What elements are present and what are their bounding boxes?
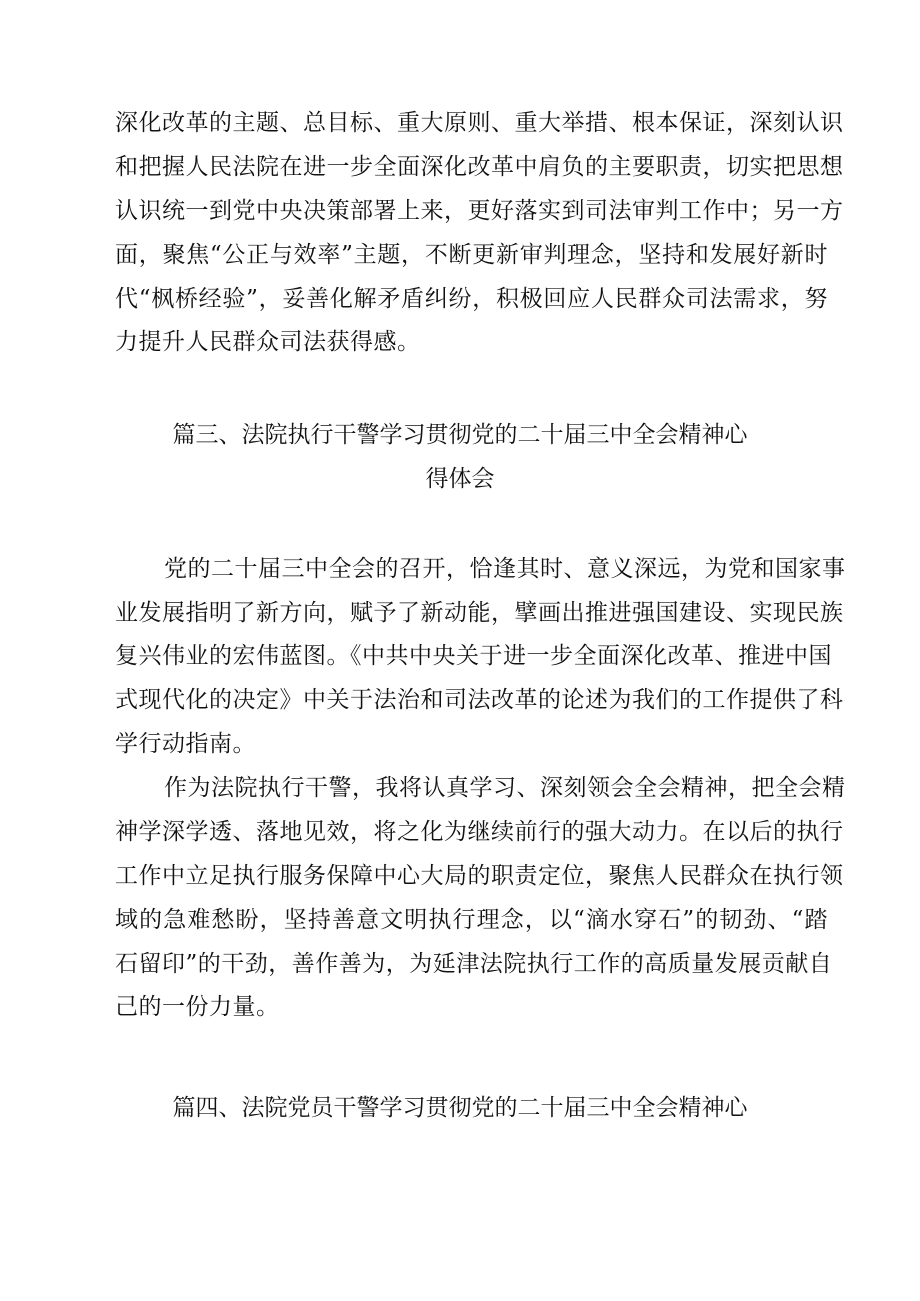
text-line: 党的二十届三中全会的召开，恰逢其时、意义深远，为党和国家事 (164, 556, 846, 582)
text-line: 面，聚焦“公正与效率”主题，不断更新审判理念，坚持和发展好新时 (115, 242, 828, 268)
text-line: 力提升人民群众司法获得感。 (115, 329, 421, 355)
text-line: 己的一份力量。 (115, 994, 280, 1020)
text-line: 业发展指明了新方向，赋予了新动能，擘画出推进强国建设、实现民族 (115, 600, 844, 626)
text-line: 石留印”的干劲，善作善为，为延津法院执行工作的高质量发展贡献自 (115, 951, 833, 977)
section-three-heading-line2: 得体会 (425, 466, 495, 492)
text-line: 复兴伟业的宏伟蓝图。《中共中央关于进一步全面深化改革、推进中国 (115, 643, 832, 669)
section-four-heading-line1: 篇四、法院党员干警学习贯彻党的二十届三中全会精神心 (172, 1095, 748, 1121)
text-line: 神学深学透、落地见效，将之化为继续前行的强大动力。在以后的执行 (115, 819, 844, 845)
text-line: 工作中立足执行服务保障中心大局的职责定位，聚焦人民群众在执行领 (115, 863, 844, 889)
text-line: 认识统一到党中央决策部署上来，更好落实到司法审判工作中；另一方 (115, 198, 844, 224)
text-line: 作为法院执行干警，我将认真学习、深刻领会全会精神，把全会精 (164, 775, 846, 801)
text-line: 式现代化的决定》中关于法治和司法改革的论述为我们的工作提供了科 (115, 687, 844, 713)
text-line: 和把握人民法院在进一步全面深化改革中肩负的主要职责，切实把思想 (115, 154, 844, 180)
text-line: 学行动指南。 (115, 731, 256, 757)
text-line: 深化改革的主题、总目标、重大原则、重大举措、根本保证，深刻认识 (115, 110, 844, 136)
text-line: 代“枫桥经验”，妥善化解矛盾纠纷，积极回应人民群众司法需求，努 (115, 286, 828, 312)
section-three-heading-line1: 篇三、法院执行干警学习贯彻党的二十届三中全会精神心 (172, 422, 748, 448)
text-line: 域的急难愁盼，坚持善意文明执行理念，以“滴水穿石”的韧劲、“踏 (115, 907, 828, 933)
